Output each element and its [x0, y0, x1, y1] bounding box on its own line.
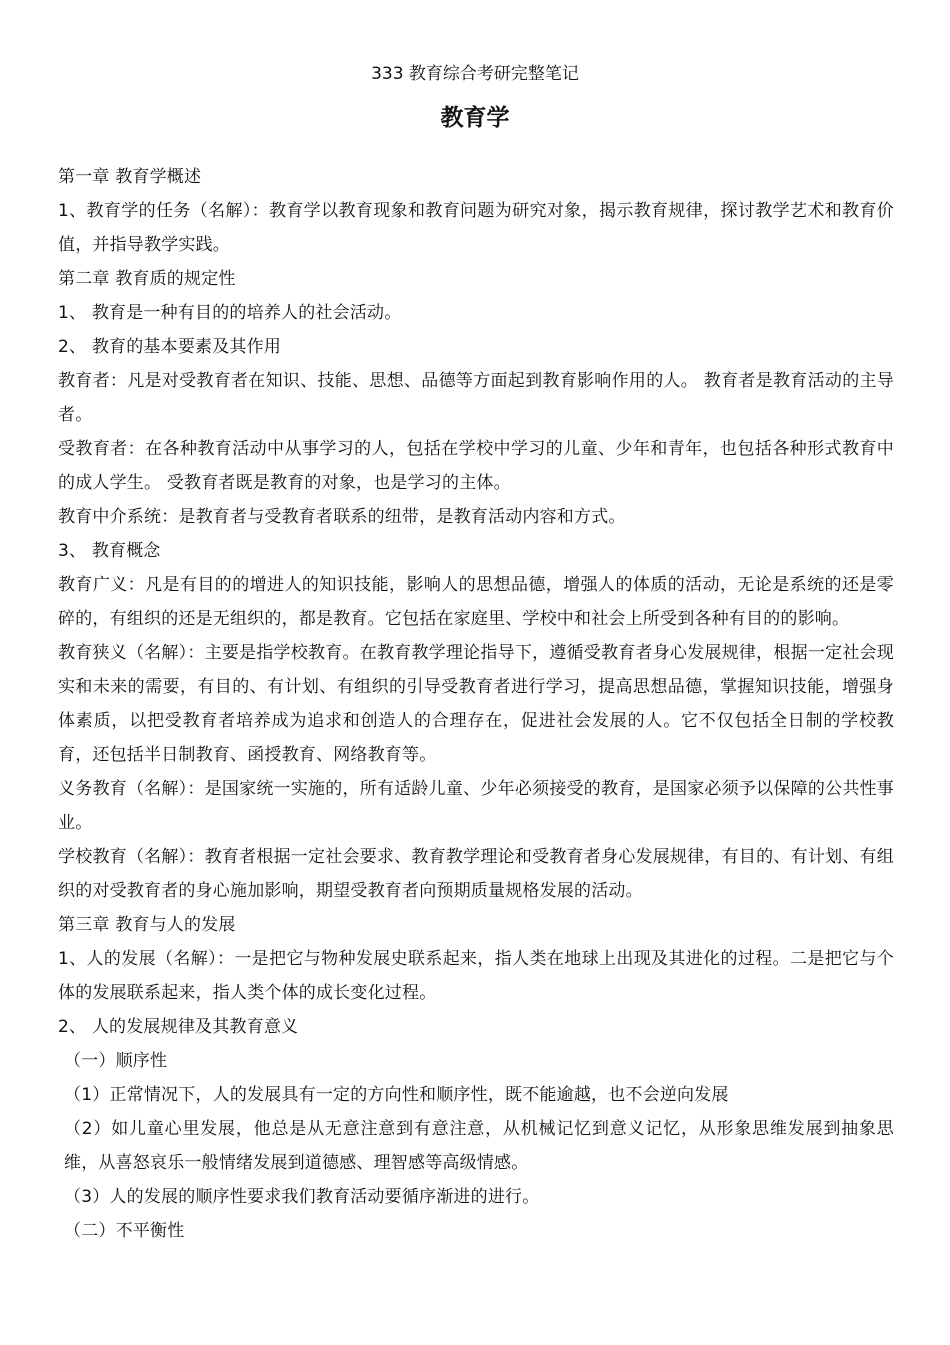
paragraph-education-broad: 教育广义：凡是有目的的增进人的知识技能，影响人的思想品德，增强人的体质的活动，无论是系统的还是零碎的，有组织的还是无组织的，都是教育。它包括在家庭里、学校中和社会上所受到各种有目的的影响。: [58, 575, 894, 629]
header-title: 333 教育综合考研完整笔记: [371, 64, 579, 84]
chapter-3-heading: 第三章 教育与人的发展: [58, 915, 236, 935]
list-item: 3、 教育概念: [58, 541, 161, 561]
chapter-1-heading: 第一章 教育学概述: [58, 167, 202, 187]
list-item: 1、 教育是一种有目的的培养人的社会活动。: [58, 303, 402, 323]
list-item: 2、 教育的基本要素及其作用: [58, 337, 282, 357]
subheading-imbalance: （二）不平衡性: [64, 1221, 185, 1241]
paragraph-educator: 教育者：凡是对受教育者在知识、技能、思想、品德等方面起到教育影响作用的人。 教育者是教育活动的主导者。: [58, 371, 894, 425]
document-body: [58, 160, 894, 1248]
subheading-sequence: （一）顺序性: [64, 1051, 168, 1071]
paragraph-education-science-task: 1、教育学的任务（名解）：教育学以教育现象和教育问题为研究对象，揭示教育规律，探讨教学艺术和教育价值，并指导教学实践。: [58, 201, 894, 255]
list-item: （3）人的发展的顺序性要求我们教育活动要循序渐进的进行。: [64, 1187, 540, 1207]
paragraph-education-narrow: 教育狭义（名解）：主要是指学校教育。在教育教学理论指导下，遵循受教育者身心发展规律，根据一定社会现实和未来的需要，有目的、有计划、有组织的引导受教育者进行学习，提高思想品德，掌握知识技能，增强身体素质，以把受教育者培养成为追求和创造人的合理存在，促进社会发展的人。它不仅包括全日制的学校教育，还包括半日制教育、函授教育、网络教育等。: [58, 643, 894, 765]
paragraph-school-education: 学校教育（名解）：教育者根据一定社会要求、教育教学理论和受教育者身心发展规律，有目的、有计划、有组织的对受教育者的身心施加影响，期望受教育者向预期质量规格发展的活动。: [58, 847, 894, 901]
paragraph-compulsory-education: 义务教育（名解）：是国家统一实施的，所有适龄儿童、少年必须接受的教育，是国家必须予以保障的公共性事业。: [58, 779, 894, 833]
paragraph-human-development: 1、人的发展（名解）：一是把它与物种发展史联系起来，指人类在地球上出现及其进化的过程。二是把它与个体的发展联系起来，指人类个体的成长变化过程。: [58, 949, 894, 1003]
main-title: 教育学: [440, 105, 510, 131]
paragraph-mediator-system: 教育中介系统：是教育者与受教育者联系的纽带，是教育活动内容和方式。: [58, 507, 626, 527]
list-item: 2、 人的发展规律及其教育意义: [58, 1017, 299, 1037]
list-item: （1）正常情况下，人的发展具有一定的方向性和顺序性，既不能逾越，也不会逆向发展: [64, 1085, 729, 1105]
paragraph-learner: 受教育者：在各种教育活动中从事学习的人，包括在学校中学习的儿童、少年和青年，也包括各种形式教育中的成人学生。 受教育者既是教育的对象，也是学习的主体。: [58, 439, 894, 493]
chapter-2-heading: 第二章 教育质的规定性: [58, 269, 236, 289]
list-item: （2）如儿童心里发展，他总是从无意注意到有意注意，从机械记忆到意义记忆，从形象思维发展到抽象思维，从喜怒哀乐一般情绪发展到道德感、理智感等高级情感。: [64, 1119, 894, 1173]
